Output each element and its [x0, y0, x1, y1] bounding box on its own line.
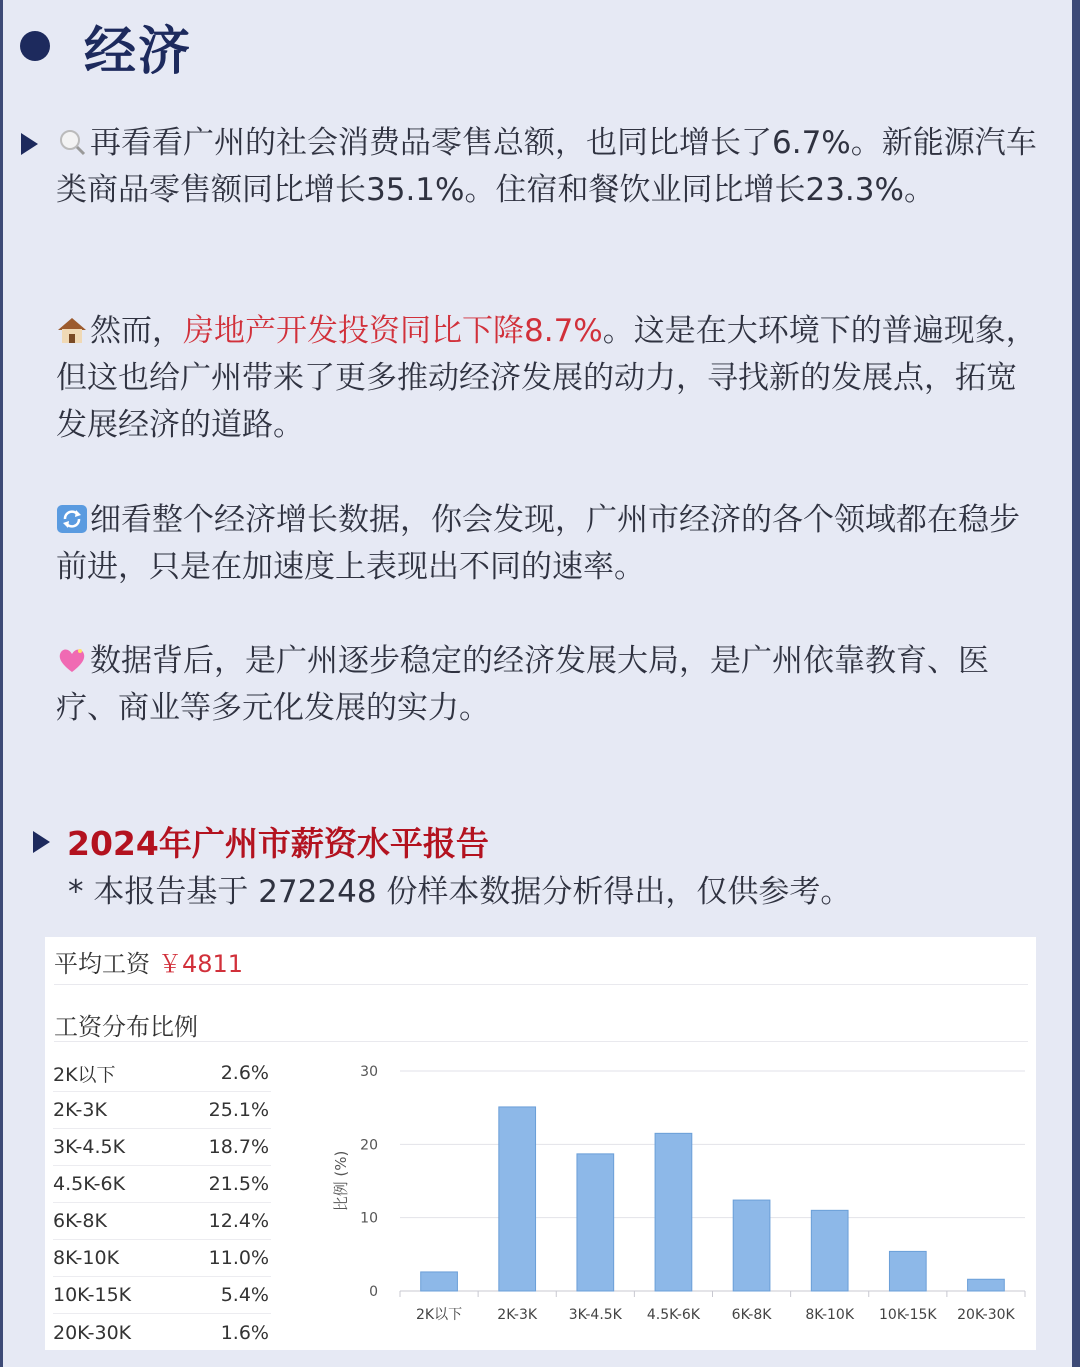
table-row [53, 1166, 271, 1203]
percent-cell: 18.7% [208, 1136, 269, 1158]
report-title: 2024年广州市薪资水平报告 [67, 824, 489, 863]
average-salary-value: ￥4811 [158, 950, 244, 978]
paragraph-retail [56, 120, 1046, 214]
range-cell: 6K-8K [53, 1210, 107, 1232]
y-tick-label: 0 [369, 1284, 378, 1300]
bar [811, 1210, 848, 1291]
house-icon [56, 315, 88, 345]
percent-cell: 12.4% [208, 1210, 269, 1232]
heart-icon [56, 645, 88, 675]
range-cell: 4.5K-6K [53, 1173, 126, 1195]
x-tick-label: 2K-3K [497, 1307, 538, 1323]
bar [655, 1133, 692, 1291]
bar [499, 1107, 536, 1291]
range-cell: 10K-15K [53, 1284, 132, 1306]
table-row [53, 1277, 271, 1314]
table-row [53, 1314, 271, 1351]
x-tick-label: 2K以下 [416, 1307, 463, 1323]
bar [421, 1272, 458, 1291]
section-header [20, 14, 193, 82]
percent-cell: 11.0% [208, 1247, 269, 1269]
x-tick-label: 3K-4.5K [568, 1307, 622, 1323]
y-tick-label: 10 [360, 1210, 378, 1227]
range-cell: 2K-3K [53, 1099, 107, 1121]
bar [968, 1279, 1005, 1291]
divider [54, 1041, 1028, 1042]
table-row [53, 1129, 271, 1166]
paragraph-growth [56, 497, 1046, 591]
salary-card [45, 937, 1036, 1350]
paragraph-text: 数据背后，是广州逐步稳定的经济发展大局，是广州依靠教育、医疗、商业等多元化发展的实力。 [56, 643, 989, 726]
paragraph-text-before: 然而， [90, 313, 183, 349]
percent-cell: 25.1% [208, 1099, 269, 1121]
y-tick-label: 30 [360, 1064, 378, 1080]
refresh-icon [56, 504, 88, 534]
x-tick-label: 8K-10K [805, 1307, 855, 1323]
paragraph-text: 再看看广州的社会消费品零售总额，也同比增长了6.7%。新能源汽车类商品零售额同比增长35.1%。住宿和餐饮业同比增长23.3%。 [56, 125, 1037, 208]
section-title: 经济 [84, 21, 193, 82]
paragraph-real-estate [56, 308, 1046, 449]
table-row [53, 1055, 271, 1092]
percent-cell: 5.4% [220, 1284, 269, 1306]
bar [733, 1200, 770, 1291]
range-cell: 20K-30K [53, 1321, 132, 1344]
percent-cell: 1.6% [220, 1321, 269, 1344]
range-cell: 3K-4.5K [53, 1136, 126, 1158]
y-tick-label: 20 [360, 1137, 378, 1154]
play-triangle-icon [21, 133, 38, 155]
left-border [0, 0, 3, 1367]
percent-cell: 2.6% [220, 1062, 269, 1084]
play-triangle-icon [33, 831, 50, 853]
table-row [53, 1092, 271, 1129]
percent-cell: 21.5% [208, 1173, 269, 1195]
x-tick-label: 6K-8K [731, 1307, 772, 1323]
range-cell: 8K-10K [53, 1247, 120, 1269]
x-tick-label: 4.5K-6K [646, 1307, 700, 1323]
x-tick-label: 10K-15K [879, 1307, 937, 1323]
salary-bar-chart [320, 1055, 1030, 1345]
bar [889, 1251, 926, 1291]
table-row [53, 1240, 271, 1277]
right-border [1072, 0, 1080, 1367]
divider [54, 984, 1028, 985]
x-tick-label: 20K-30K [957, 1307, 1015, 1323]
average-salary-label: 平均工资 [54, 950, 150, 978]
table-row [53, 1203, 271, 1240]
distribution-title: 工资分布比例 [54, 1013, 198, 1041]
bullet-dot [20, 31, 50, 61]
average-salary-row [54, 944, 243, 979]
paragraph-text: 细看整个经济增长数据，你会发现，广州市经济的各个领域都在稳步前进，只是在加速度上表现出不同的速率。 [56, 502, 1020, 585]
bar [577, 1154, 614, 1291]
y-axis-label: 比例 (%) [332, 1150, 350, 1212]
report-note: * 本报告基于 272248 份样本数据分析得出，仅供参考。 [68, 874, 852, 910]
range-cell: 2K以下 [53, 1063, 116, 1086]
paragraph-text-after: 。这是在大环境下的普遍现象，但这也给广州带来了更多推动经济发展的动力，寻找新的发展点，拓宽发展经济的道路。 [56, 313, 1037, 443]
distribution-table [53, 1055, 271, 1351]
magnifier-icon [56, 127, 88, 157]
highlight-text: 房地产开发投资同比下降8.7% [183, 313, 603, 349]
paragraph-strength [56, 638, 1046, 732]
